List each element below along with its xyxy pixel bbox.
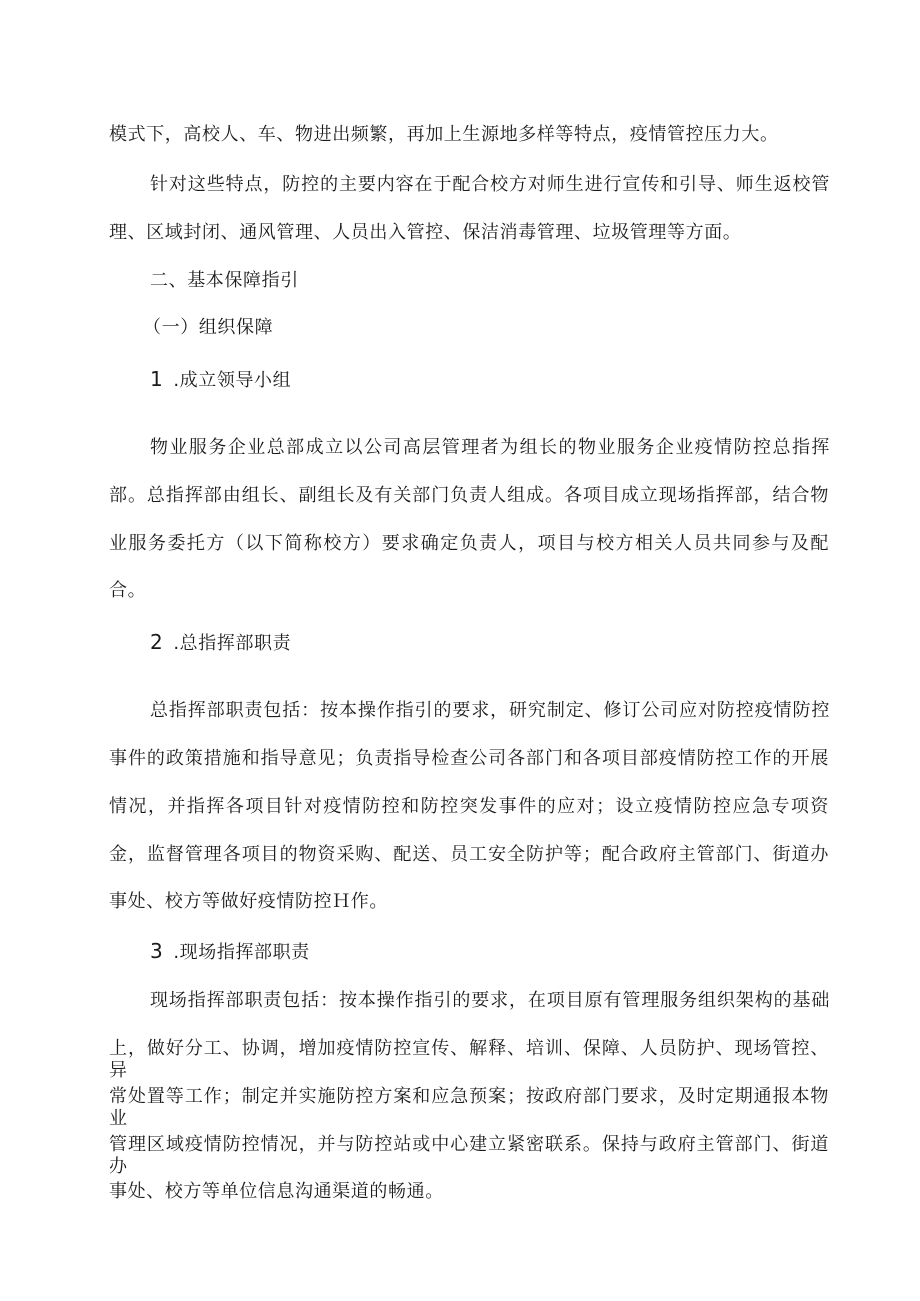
body-text-line: 上，做好分工、协调，增加疫情防控宣传、解释、培训、保障、人员防护、现场管控、异 (109, 1038, 829, 1081)
body-text-line: 管理区域疫情防控情况，并与防控站或中心建立紧密联系。保持与政府主管部门、街道办 (109, 1134, 829, 1177)
body-text-line: 事处、校方等单位信息沟通渠道的畅通。 (109, 1181, 444, 1202)
body-text-line: 总指挥部职责包括：按本操作指引的要求，研究制定、修订公司应对防控疫情防控 (150, 700, 830, 721)
section-heading: 二、基本保障指引 (150, 270, 299, 291)
body-text-line: 事件的政策措施和指导意见；负责指导检查公司各部门和各项目部疫情防控工作的开展 (109, 748, 829, 769)
body-text-line: 常处置等工作；制定并实施防控方案和应急预案；按政府部门要求，及时定期通报本物业 (109, 1086, 829, 1129)
body-text-line: 部。总指挥部由组长、副组长及有关部门负责人组成。各项目成立现场指挥部，结合物 (109, 485, 829, 506)
item-heading-3 (150, 940, 830, 964)
body-text-line: 情况，并指挥各项目针对疫情防控和防控突发事件的应对；设立疫情防控应急专项资 (109, 796, 829, 817)
body-text-line: 事处、校方等做好疫情防控Ｈ作。 (109, 891, 388, 912)
item-heading-1 (150, 368, 830, 392)
item-number: 3 (150, 939, 164, 963)
body-text-line: 合。 (109, 580, 147, 601)
body-text-line: 现场指挥部职责包括：按本操作指引的要求，在项目原有管理服务组织架构的基础 (150, 990, 830, 1011)
body-text-line: 物业服务企业总部成立以公司高层管理者为组长的物业服务企业疫情防控总指挥 (150, 437, 830, 458)
body-text-line: 针对这些特点，防控的主要内容在于配合校方对师生进行宣传和引导、师生返校管 (150, 174, 830, 195)
body-text-line: 业服务委托方（以下简称校方）要求确定负责人，项目与校方相关人员共同参与及配 (109, 533, 829, 554)
item-title: .总指挥部职责 (173, 633, 292, 654)
item-number: 1 (150, 367, 164, 391)
item-heading-2 (150, 631, 830, 655)
item-title: .现场指挥部职责 (173, 942, 310, 963)
body-text-line: 理、区域封闭、通风管理、人员出入管控、保洁消毒管理、垃圾管理等方面。 (109, 222, 742, 243)
subsection-heading: （一）组织保障 (143, 317, 274, 338)
item-title: .成立领导小组 (173, 370, 292, 391)
body-text-line: 金，监督管理各项目的物资采购、配送、员工安全防护等；配合政府主管部门、街道办 (109, 844, 829, 865)
body-text-line: 模式下，高校人、车、物进出频繁，再加上生源地多样等特点，疫情管控压力大。 (109, 124, 779, 145)
item-number: 2 (150, 630, 164, 654)
